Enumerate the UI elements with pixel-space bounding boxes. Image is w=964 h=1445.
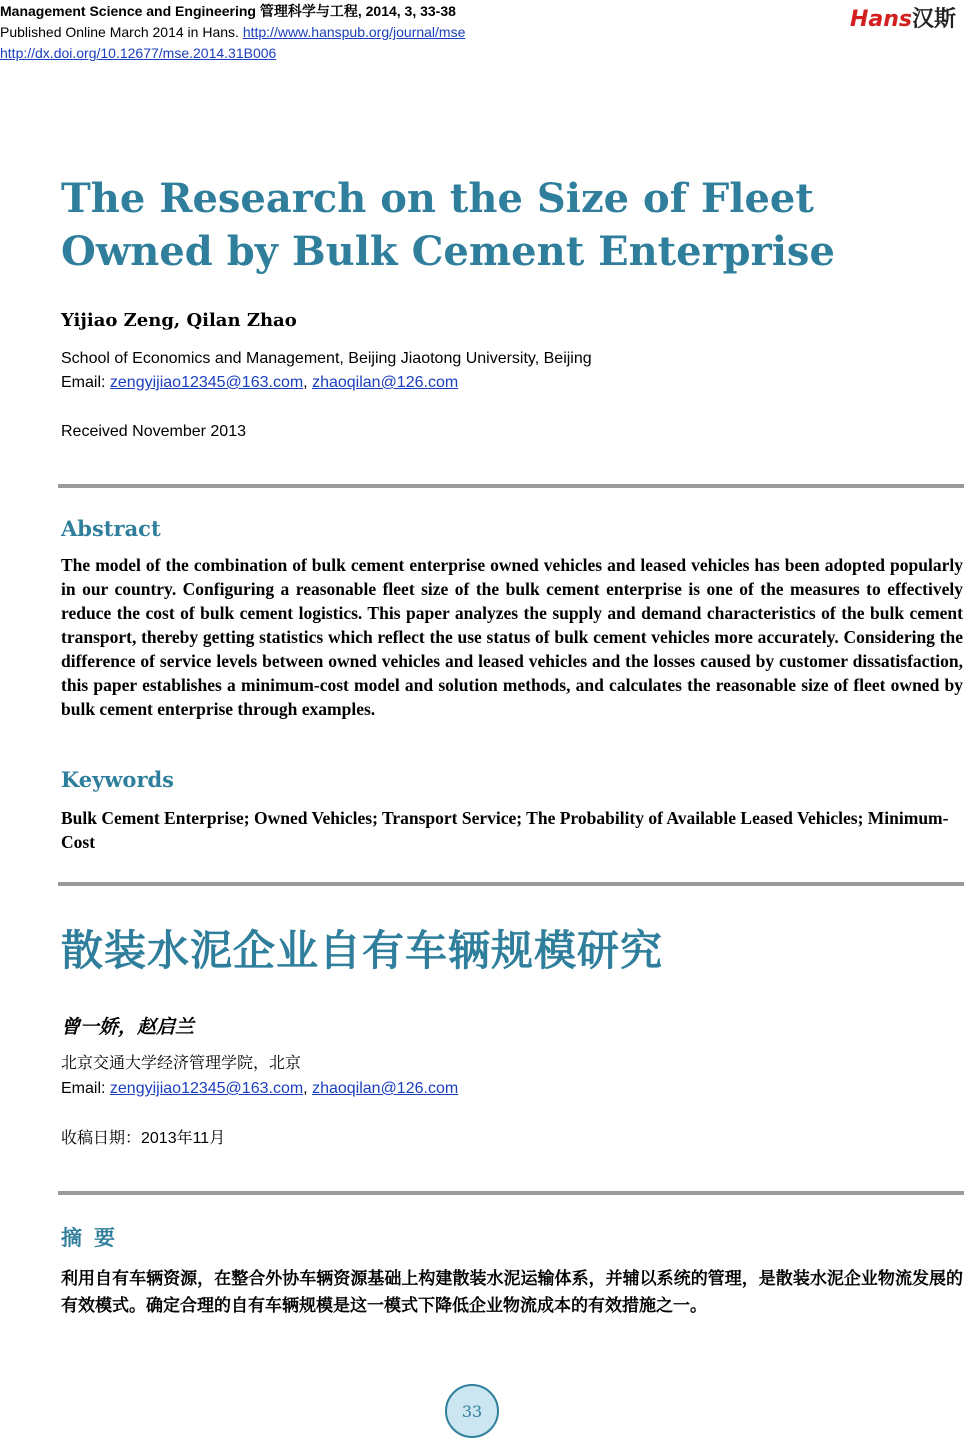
paper-title-cn: 散装水泥企业自有车辆规模研究	[61, 927, 664, 974]
published-prefix: Published Online March 2014 in Hans.	[0, 24, 243, 40]
received-en: Received November 2013	[61, 423, 246, 440]
hans-logo	[850, 2, 956, 33]
email-link-2[interactable]: zhaoqilan@126.com	[312, 374, 459, 391]
affiliation-en: School of Economics and Management, Beijing Jiaotong University, Beijing	[61, 350, 592, 367]
paper-title-en: The Research on the Size of Fleet Owned by Bulk Cement Enterprise	[61, 175, 835, 275]
affiliation-cn: 北京交通大学经济管理学院，北京	[61, 1055, 302, 1072]
abstract-heading-cn: 摘要	[61, 1227, 127, 1250]
email-label: Email:	[61, 374, 110, 391]
keywords-text: Bulk Cement Enterprise; Owned Vehicles; Transport Service; The Probability of Available Leased Vehicles; Minimum-Cost	[61, 808, 949, 852]
received-cn: 收稿日期：2013年11月	[61, 1130, 226, 1147]
published-line	[0, 21, 465, 43]
abstract-text-cn: 利用自有车辆资源，在整合外协车辆资源基础上构建散装水泥运输体系，并辅以系统的管理，是散装水泥企业物流发展的有效模式。确定合理的自有车辆规模是这一模式下降低企业物流成本的有效措施之一。	[61, 1269, 963, 1315]
logo-zh: 汉斯	[911, 6, 956, 31]
journal-line: Management Science and Engineering 管理科学与工程, 2014, 3, 33-38	[0, 3, 456, 19]
email-line-cn	[61, 1077, 458, 1101]
logo-en: Hans	[849, 7, 912, 32]
keywords-heading: Keywords	[61, 767, 175, 792]
email-link-2[interactable]: zhaoqilan@126.com	[312, 1080, 459, 1097]
authors-en: Yijiao Zeng, Qilan Zhao	[61, 310, 297, 331]
doi-line	[0, 42, 276, 64]
page-number: 33	[445, 1384, 499, 1438]
email-sep: ,	[303, 1080, 313, 1097]
email-sep: ,	[303, 374, 313, 391]
authors-cn: 曾一娇，赵启兰	[61, 1016, 195, 1038]
email-link-1[interactable]: zengyijiao12345@163.com	[109, 1080, 304, 1097]
divider	[58, 1191, 964, 1195]
divider	[58, 882, 964, 886]
divider	[58, 484, 964, 488]
abstract-text: The model of the combination of bulk cement enterprise owned vehicles and leased vehicles has been adopted popularly in our country. Configuring a reasonable fleet size of the bulk cement enterprise is one of the measures to effectively reduce the cost of bulk cement logistics. This paper analyzes the supply and demand characteristics of the bulk cement transport, thereby getting statistics which reflect the use status of bulk cement vehicles more accurately. Considering the difference of service levels between owned vehicles and leased vehicles and the losses caused by customer dissatisfaction, this paper establishes a minimum-cost model and solution methods, and calculates the reasonable size of fleet owned by bulk cement enterprise through examples.	[61, 555, 963, 719]
email-label: Email:	[61, 1080, 110, 1097]
doi-link[interactable]: http://dx.doi.org/10.12677/mse.2014.31B006	[0, 45, 277, 61]
email-line-en	[61, 371, 458, 395]
abstract-heading: Abstract	[61, 516, 161, 541]
email-link-1[interactable]: zengyijiao12345@163.com	[109, 374, 304, 391]
journal-url-link[interactable]: http://www.hanspub.org/journal/mse	[242, 24, 466, 40]
